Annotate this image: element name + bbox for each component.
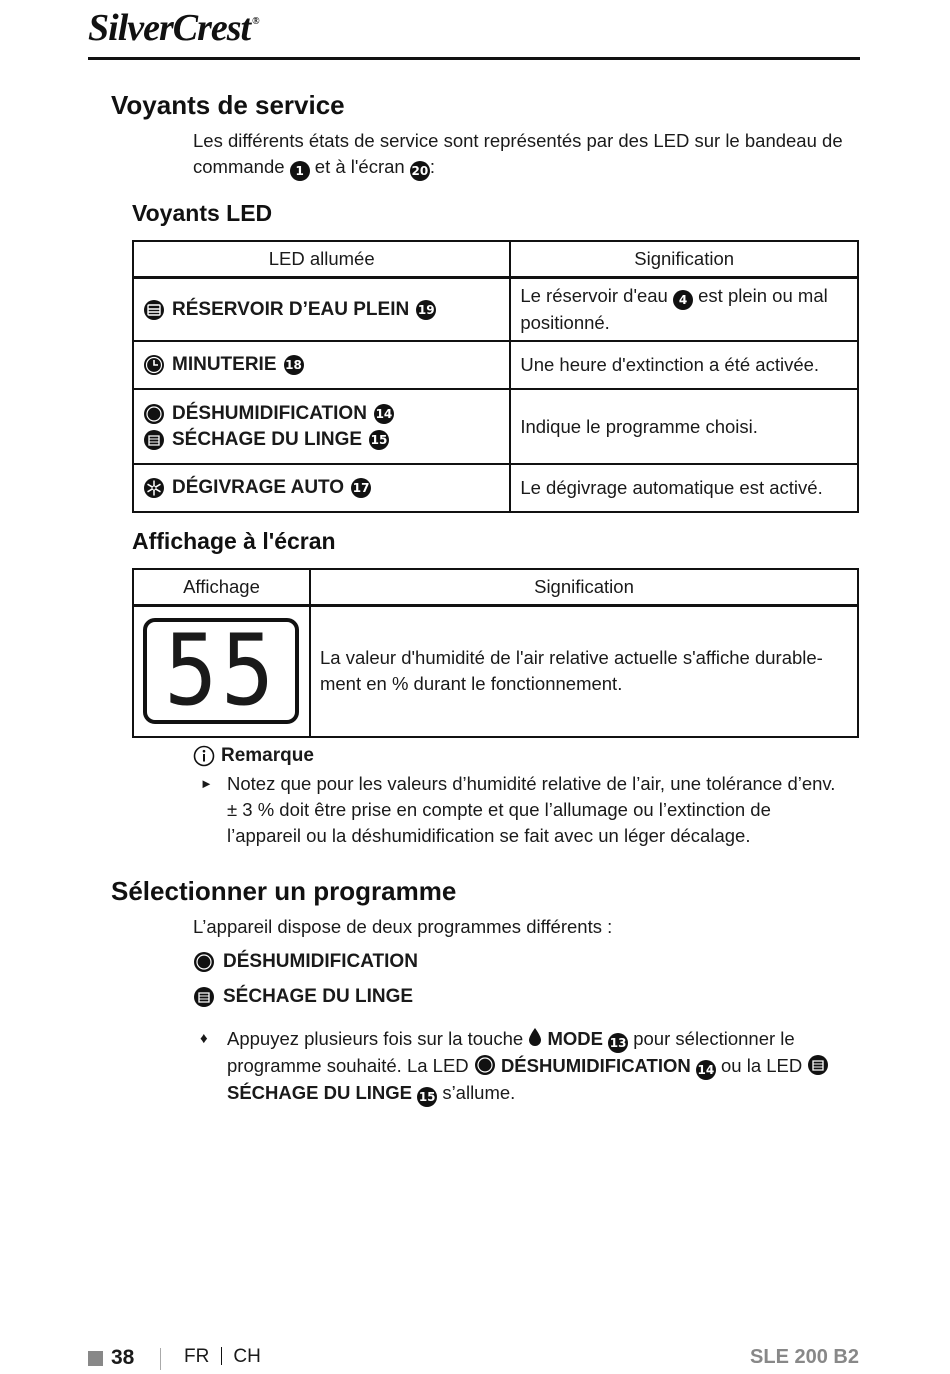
seven-segment-display: [143, 614, 299, 729]
dehumidify-icon: [143, 403, 165, 425]
water-tank-icon: [143, 299, 165, 321]
ref-number: 20: [410, 161, 430, 181]
footer-divider: [160, 1348, 161, 1370]
dehumidify-icon: [193, 951, 215, 973]
display-digits: 55: [164, 614, 279, 729]
table-row: DÉGIVRAGE AUTO 17 Le dégivrage automatique est activé.: [133, 464, 858, 512]
table-row: MINUTERIE 18 Une heure d'extinction a été activée.: [133, 341, 858, 389]
table-row: DÉSHUMIDIFICATION 14 SÉCHAGE DU LINGE 15 Indique le programme choisi.: [133, 389, 858, 464]
display-table: [132, 568, 859, 738]
col-header: Signification: [310, 569, 858, 606]
ref-number: 1: [290, 161, 310, 181]
ref-number: 15: [417, 1087, 437, 1107]
clock-icon: [143, 354, 165, 376]
table-row: RÉSERVOIR D’EAU PLEIN 19 Le réservoir d'eau 4 est plein ou mal positionné.: [133, 278, 858, 342]
table-row: 55 La valeur d'humidité de l'air relative actuelle s'affiche durable-ment en % durant le fonctionnement.: [133, 606, 858, 737]
brand-logo: SilverCrest ®: [88, 7, 259, 49]
note-heading: Remarque: [193, 745, 314, 767]
info-icon: [193, 745, 215, 767]
ref-number: 14: [696, 1060, 716, 1080]
ref-number: 18: [284, 355, 304, 375]
ref-number: 17: [351, 478, 371, 498]
subtitle-display: Affichage à l'écran: [132, 528, 336, 554]
water-drop-icon: [528, 1027, 542, 1049]
table-header-row: [133, 241, 858, 278]
ref-number: 14: [374, 404, 394, 424]
section-title-service: Voyants de service: [111, 90, 345, 120]
dehumidify-icon: [474, 1054, 496, 1076]
table-header-row: [133, 569, 858, 606]
arrow-bullet-icon: ►: [200, 776, 213, 791]
registered-mark: ®: [252, 16, 259, 27]
laundry-icon: [193, 986, 215, 1008]
program-intro: L’appareil dispose de deux programmes différents :: [193, 916, 613, 937]
header-rule: [88, 57, 860, 60]
col-header: Affichage: [133, 569, 310, 606]
col-header: Signification: [510, 241, 858, 278]
snowflake-icon: [143, 477, 165, 499]
diamond-bullet-icon: ♦: [200, 1030, 208, 1047]
service-intro: Les différents états de service sont représentés par des LED sur le bandeau de commande 1 et à l'écran 20:: [193, 128, 843, 181]
laundry-icon: [807, 1054, 829, 1076]
laundry-icon: [143, 429, 165, 451]
ref-number: 19: [416, 300, 436, 320]
language-label: FR CH: [184, 1346, 261, 1367]
ref-number: 15: [369, 430, 389, 450]
led-table: [132, 240, 859, 513]
page-number: 38: [88, 1346, 134, 1370]
program-dehumidify: DÉSHUMIDIFICATION: [193, 951, 418, 973]
program-laundry: SÉCHAGE DU LINGE: [193, 986, 413, 1008]
ref-number: 4: [673, 290, 693, 310]
col-header: LED allumée: [133, 241, 510, 278]
section-title-program: Sélectionner un programme: [111, 876, 457, 906]
subtitle-led: Voyants LED: [132, 200, 273, 226]
ref-number: 13: [608, 1033, 628, 1053]
square-icon: [88, 1351, 103, 1366]
model-label: SLE 200 B2: [750, 1346, 859, 1368]
